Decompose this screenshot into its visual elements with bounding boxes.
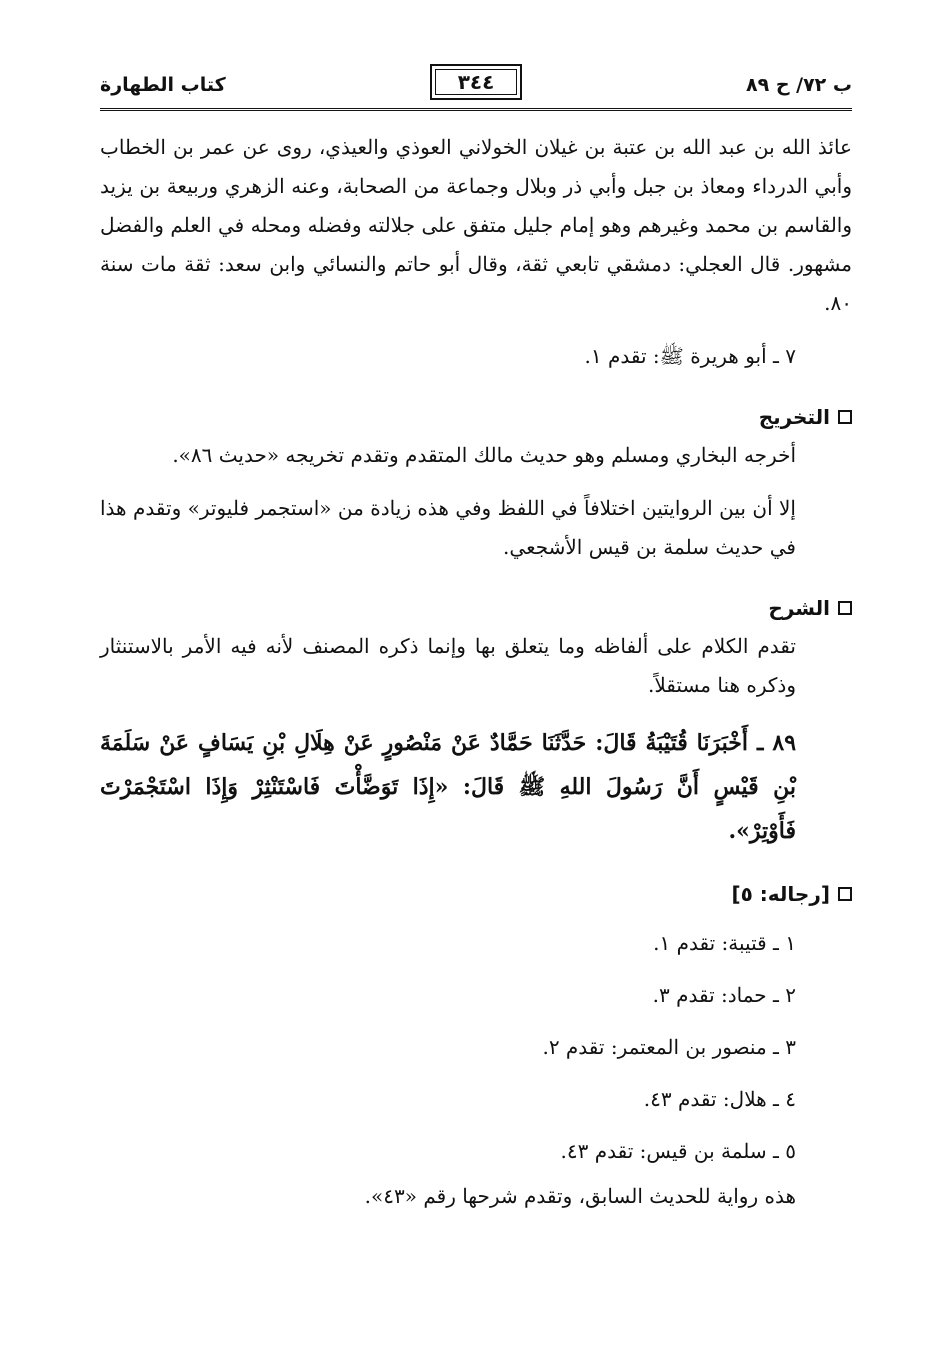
sharh-heading-label: الشرح xyxy=(768,596,830,620)
rijal-heading-label: [رجاله: ٥] xyxy=(731,882,830,906)
takhrij-paragraph-2: إلا أن بين الروايتين اختلافاً في اللفظ وفي هذه زيادة من «استجمر فليوتر» وتقدم هذا في حديث سلمة بن قيس الأشجعي. xyxy=(100,496,796,559)
list-item: ١ ـ قتيبة: تقدم ١. xyxy=(653,931,796,955)
list-item: ٢ ـ حماد: تقدم ٣. xyxy=(652,983,796,1007)
page-number: ٣٤٤ xyxy=(457,70,495,94)
takhrij-heading-label: التخريج xyxy=(758,405,830,429)
narrator-7-line: ٧ ـ أبو هريرة ﷺ: تقدم ١. xyxy=(584,344,796,368)
list-item: ٣ ـ منصور بن المعتمر: تقدم ٢. xyxy=(542,1035,796,1059)
square-bullet-icon xyxy=(838,887,852,901)
hadith-text: ٨٩ ـ أَخْبَرَنَا قُتَيْبَةُ قَالَ: حَدَّثَنَا حَمَّادٌ عَنْ مَنْصُورٍ عَنْ هِلَالِ بْنِ يَسَافٍ عَنْ سَلَمَةَ بْنِ قَيْسٍ أَنَّ رَسُولَ اللهِ ﷺ قَالَ: «إِذَا تَوَضَّأْتَ فَاسْتَنْثِرْ وَإِذَا اسْتَجْمَرْتَ فَأَوْتِرْ». xyxy=(100,730,797,844)
takhrij-heading xyxy=(100,398,852,436)
closing-note: هذه رواية للحديث السابق، وتقدم شرحها رقم «٤٣». xyxy=(364,1184,796,1208)
book-title: كتاب الطهارة xyxy=(100,74,226,96)
book-page xyxy=(100,64,852,1314)
running-header xyxy=(100,64,852,108)
narrator-bio-paragraph: عائذ الله بن عبد الله بن عتبة بن غيلان الخولاني العوذي والعيذي، روى عن عمر بن الخطاب وأبي الدرداء ومعاذ بن جبل وأبي ذر وبلال وجماعة من الصحابة، وعنه الزهري وربيعة بن يزيد والقاسم بن محمد وغيرهم وهو إمام جليل متفق على جلالته وفضله ومحله في العلم والفضل مشهور. قال العجلي: دمشقي تابعي ثقة، وقال أبو حاتم والنسائي وابن سعد: ثقة مات سنة ٨٠. xyxy=(100,135,853,315)
takhrij-paragraph-1: أخرجه البخاري ومسلم وهو حديث مالك المتقدم وتقدم تخريجه «حديث ٨٦». xyxy=(172,443,796,467)
sharh-paragraph: تقدم الكلام على ألفاظه وما يتعلق بها وإنما ذكره المصنف لأنه فيه الأمر بالاستنثار وذكره هنا مستقلاً. xyxy=(100,634,796,697)
sharh-heading xyxy=(100,589,852,627)
list-item: ٤ ـ هلال: تقدم ٤٣. xyxy=(643,1087,796,1111)
square-bullet-icon xyxy=(838,410,852,424)
page-content xyxy=(100,128,852,1216)
page-number-frame xyxy=(430,64,522,100)
narrators-list xyxy=(100,917,852,1177)
list-item: ٥ ـ سلمة بن قيس: تقدم ٤٣. xyxy=(560,1139,796,1163)
square-bullet-icon xyxy=(838,601,852,615)
header-divider xyxy=(100,108,852,111)
rijal-heading xyxy=(100,875,852,913)
chapter-reference: ب ٧٢/ ح ٨٩ xyxy=(746,74,852,96)
